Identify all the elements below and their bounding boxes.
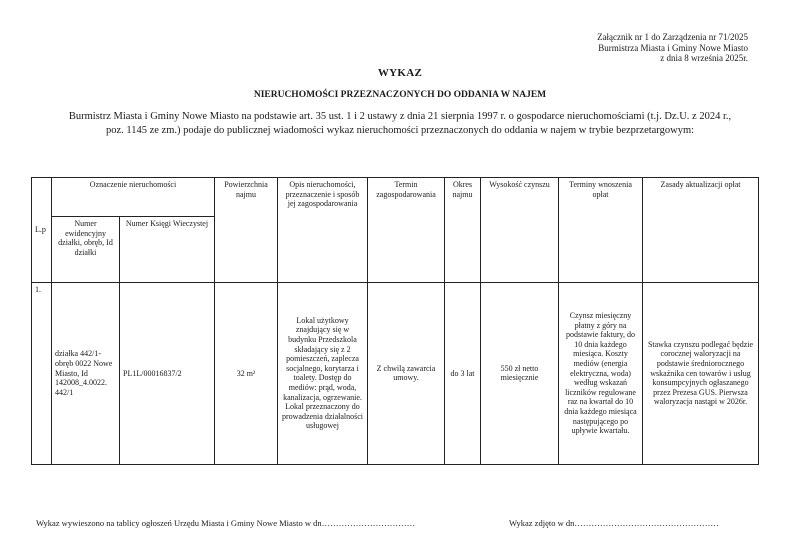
cell-rent: 550 zł netto miesięcznie bbox=[481, 282, 559, 464]
header-lp: L.p bbox=[32, 178, 52, 283]
table-row bbox=[32, 282, 759, 464]
cell-parcel: działka 442/1- obręb 0022 Nowe Miasto, Id 142008_4.0022. 442/1 bbox=[52, 282, 120, 464]
cell-development: Z chwilą zawarcia umowy. bbox=[368, 282, 445, 464]
header-rent: Wysokość czynszu bbox=[481, 178, 559, 283]
header-development: Termin zagospodarowania bbox=[368, 178, 445, 283]
document-subtitle: NIERUCHOMOŚCI PRZEZNACZONYCH DO ODDANIA W NAJEM bbox=[253, 90, 547, 100]
annex-line-2: Burmistrza Miasta i Gminy Nowe Miasto bbox=[598, 42, 748, 53]
property-table bbox=[31, 177, 759, 465]
cell-description: Lokal użytkowy znajdujący się w budynku Przedszkola składający się z 2 pomieszczeń, zaplecza socjalnego, korytarza i toalety. Dostęp do mediów: prąd, woda, kanalizacja, ogrzewanie. Lokal przeznaczony do prowadzenia działalności usługowej bbox=[278, 282, 368, 464]
header-area: Powierzchnia najmu bbox=[215, 178, 278, 283]
cell-period: do 3 lat bbox=[445, 282, 481, 464]
header-period: Okres najmu bbox=[445, 178, 481, 283]
header-designation: Oznaczenie nieruchomości bbox=[52, 178, 215, 217]
annex-line-3: z dnia 8 września 2025r. bbox=[660, 53, 748, 63]
header-parcel: Numer ewidencyjny działki, obręb, Id działki bbox=[52, 217, 120, 282]
header-payment-terms: Terminy wnoszenia opłat bbox=[559, 178, 643, 283]
cell-update-rules: Stawka czynszu podlegać będzie corocznej waloryzacji na podstawie średniorocznego wskaźnika cen towarów i usług konsumpcyjnych ogłaszanego przez Prezesa GUS. Pierwsza waloryzacja nastąpi w 2026r. bbox=[643, 282, 759, 464]
cell-lp: 1. bbox=[32, 282, 52, 464]
cell-area: 32 m² bbox=[215, 282, 278, 464]
cell-payment-terms: Czynsz miesięczny płatny z góry na podstawie faktury, do 10 dnia każdego miesiąca. Koszty mediów (energia elektryczna, woda) według wskazań liczników regulowane raz na kwartał do 10 dnia każdego miesiąca następującego po upływie kwartału. bbox=[559, 282, 643, 464]
document-title: WYKAZ bbox=[377, 67, 423, 79]
annex-note bbox=[597, 32, 748, 64]
annex-line-1: Załącznik nr 1 do Zarządzenia nr 71/2025 bbox=[597, 32, 748, 42]
cell-land-register: PL1L/00016837/2 bbox=[120, 282, 215, 464]
footer-removed: Wykaz zdjęto w dn…………………………………………… bbox=[509, 518, 719, 528]
header-description: Opis nieruchomości, przeznaczenie i sposób jej zagospodarowania bbox=[278, 178, 368, 283]
header-update-rules: Zasady aktualizacji opłat bbox=[643, 178, 759, 283]
header-land-register: Numer Księgi Wieczystej bbox=[120, 217, 215, 282]
intro-paragraph: Burmistrz Miasta i Gminy Nowe Miasto na podstawie art. 35 ust. 1 i 2 ustawy z dnia 21 sierpnia 1997 r. o gospodarce nieruchomościami (t.j. Dz.U. z 2024 r., poz. 1145 ze zm.) podaje do publicznej wiadomości wykaz nieruchomości przeznaczonych do oddania w najem w trybie bezprzetargowym: bbox=[68, 111, 732, 136]
footer-posted: Wykaz wywieszono na tablicy ogłoszeń Urzędu Miasta i Gminy Nowe Miasto w dn…………………………… bbox=[36, 518, 416, 528]
